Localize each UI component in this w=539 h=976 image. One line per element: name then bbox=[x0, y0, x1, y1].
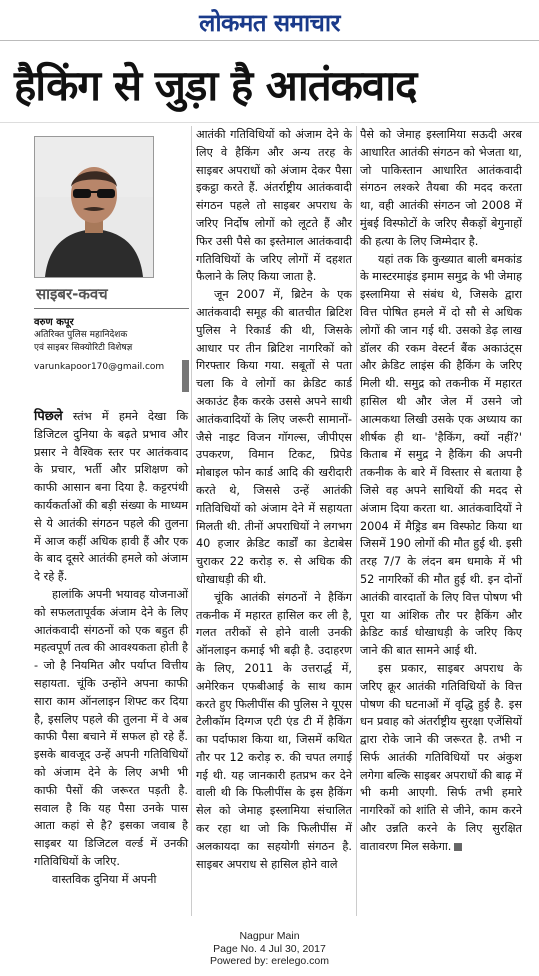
article-end-mark-icon bbox=[454, 843, 462, 851]
drop-lead-word: पिछले bbox=[34, 409, 63, 424]
author-block bbox=[34, 316, 194, 374]
col3-paragraph-1: पैसे को जेमाह इस्लामिया सऊदी अरब आधारित आतंकी संगठन को भेजता था, जो पाकिस्तान आधारित आतंकवादी संगठन लश्करे तैयबा की मदद करता था, वही आतंकी संगठन जो 2008 में मुंबई विस्फोटों के जरिए सैकड़ों बेगुनाहों की हत्या के लिए जिम्मेदार है. bbox=[360, 128, 522, 248]
col2-paragraph-1: आतंकी गतिविधियों को अंजाम देने के लिए वे हैकिंग और अन्य तरह के साइबर अपराधों को अंजाम देकर पैसा इकट्ठा करते हैं. अंतर्राष्ट्रीय आतंकवादी संगठन पहले तो साइबर अपराध के जरिए निर्दोष लोगों को लूटते हैं और फिर उसी पैसे का इस्तेमाल आतंकवादी गतिविधियों के जरिए लोगों में दहशत फैलाने के लिए किया जाता है. bbox=[196, 128, 352, 284]
col2-paragraph-3: चूंकि आतंकी संगठनों ने हैकिंग तकनीक में महारत हासिल कर ली है, गलत तरीकों से होने वाली उनकी ऑनलाइन कमाई भी बढ़ी है. उदाहरण के लिए, 2011 के उत्तरार्द्ध में, अमेरिकन एफबीआई के साथ काम करते हुए फिलीपींस की पुलिस ने यूएस टेलीकॉम दिग्गज एटी एंड टी में हैकिंग का पर्दाफाश किया था, जिसमें कथित तौर पर 12 करोड़ रु. की चपत लगाई गई थी. यह जानकारी हतप्रभ कर देने वाली थी कि फिलीपींस के इस हैकिंग सेल को जेमाह इस्लामिया संचालित कर रहा था जो कि फिलीपींस में अलकायदा का सहयोगी संगठन है. साइबर अपराध से हासिल होने वाले bbox=[196, 590, 352, 871]
column-name-rule bbox=[34, 308, 189, 309]
headline-rule bbox=[0, 122, 539, 123]
masthead-rule bbox=[0, 40, 539, 41]
col1-paragraph-3: वास्तविक दुनिया में अपनी bbox=[52, 872, 157, 886]
col1-paragraph-1 bbox=[34, 408, 188, 586]
footer-page-date: Page No. 4 Jul 30, 2017 bbox=[213, 942, 326, 955]
column-divider-2 bbox=[356, 126, 357, 916]
footer-edition: Nagpur Main bbox=[239, 930, 300, 942]
author-name: वरुण कपूर bbox=[34, 317, 74, 328]
col2-paragraph-2: जून 2007 में, ब्रिटेन के एक आतंकवादी समूह की बातचीत ब्रिटिश पुलिस ने रिकार्ड की थी, जिसके आधार पर तीन ब्रिटिश नागरिकों को गिरफ्तार किया गया. सबूतों से पता चला कि वे लोगों का क्रेडिट कार्ड अकाउंट हैक करके उससे अपने साथी आतंकवादियों के लिए जरूरी सामानों- जैसे नाइट विजन गॉगल्स, जीपीएस उपकरण, विमान टिकट, प्रिपेड मोबाइल फोन कार्ड आदि की खरीदारी करते थे, जिससे उन्हें आतंकी गतिविधियों को अंजाम देने में सहायता मिलती थी. तीनों अपराधियों ने लगभग 40 हजार क्रेडिट कार्डों का डेटाबेस चुराकर 22 करोड़ रु. से अधिक की धोखाधड़ी की थी. bbox=[196, 288, 352, 586]
author-portrait-image bbox=[35, 137, 153, 277]
col3-paragraph-2: यहां तक कि कुख्यात बाली बमकांड के मास्टरमाइंड इमाम समुद्र के भी जेमाह इस्लामिया से संबंध थे, जिसके द्वारा वित्त पोषित हमले में दो सौ से अधिक लोगों की जान गई थी. उसको डेढ़ लाख डॉलर की रकम वेस्टर्न बैंक अकाउंट्स और क्रेडिट लाइंस की हैकिंग के जरिए मिली थी. समुद्र को तकनीक में महारत हासिल थी और जेल में उसने जो आत्मकथा लिखी उसके एक अध्याय का शीर्षक ही था- 'हैकिंग, क्यों नहीं?' किताब में समुद्र ने हैकिंग की अपनी तकनीक के बारे में विस्तार से बताया है जिसे वह अपने साथियों की मदद से अंजाम दिया करता था. आतंकवादियों ने 2004 में मैड्रिड बम विस्फोट किया था जिसमें 190 लोगों की मौत हुई थी. इसी तरह 7/7 के लंदन बम धमाके में भी 52 नागरिकों की मौत हुई थी. इन दोनों आतंकी वारदातों के लिए वित्त पोषण भी पूरा या आंशिक तौर पर हैकिंग और क्रेडिट कार्ड धोखाधड़ी के जरिए किए जाने की बात सामने आई थी. bbox=[360, 252, 522, 658]
author-photo bbox=[34, 136, 154, 278]
author-email-link[interactable]: varunkapoor170@gmail.com bbox=[34, 362, 165, 372]
author-accent-bar bbox=[182, 360, 189, 392]
col1-paragraph-1-text: स्तंभ में हमने देखा कि डिजिटल दुनिया के बढ़ते प्रभाव और प्रसार ने वैश्विक स्तर पर आतंकवाद के प्रचार, भर्ती और प्रशिक्षण को काफी आसान बना दिया है. कट्टरपंथी कार्यकर्ताओं की बड़ी संख्या के माध्यम से ये आतंकी संगठन पहले की तुलना में आज कहीं अधिक हावी हैं और एक के बाद दूसरे आतंकी हमले को अंजाम दे रहे हैं. bbox=[34, 410, 189, 584]
article-headline: हैकिंग से जुड़ा है आतंकवाद bbox=[14, 61, 417, 110]
article-column-1 bbox=[34, 408, 188, 889]
masthead bbox=[0, 0, 539, 44]
footer-powered-by-link[interactable]: Powered by: erelego.com bbox=[209, 955, 330, 967]
author-designation-2: एवं साइबर सिक्योरिटी विशेषज्ञ bbox=[34, 343, 133, 353]
newspaper-logo[interactable]: लोकमत समाचार bbox=[199, 8, 340, 37]
column-name: साइबर-कवच bbox=[36, 285, 108, 303]
article-column-2 bbox=[196, 126, 352, 873]
article-column-3 bbox=[360, 126, 522, 856]
col3-paragraph-3 bbox=[360, 660, 522, 856]
column-divider-1 bbox=[191, 126, 192, 916]
col1-paragraph-2: हालांकि अपनी भयावह योजनाओं को सफलतापूर्वक अंजाम देने के लिए आतंकवादी संगठनों को एक बहुत ही महत्वपूर्ण तत्व की आवश्यकता होती है - जो है नियमित और पर्याप्त वित्तीय सहायता. चूंकि उन्होंने अपना काफी सारा काम ऑनलाइन शिफ्ट कर दिया है, इसलिए पहले की तुलना में वे अब काफी पैसा बचाने में सफल हो रहे हैं. इसके बावजूद उन्हें अपनी गतिविधियों को अंजाम देने के लिए अभी भी काफी पैसों की जरूरत पड़ती है. सवाल है कि यह पैसा उनके पास आता कहां से है? इसका जवाब है साइबर या डिजिटल वर्ल्ड में उनकी गतिविधियों के जरिए. bbox=[34, 587, 188, 868]
author-designation-1: अतिरिक्त पुलिस महानिदेशक bbox=[34, 330, 128, 340]
page-footer bbox=[0, 930, 539, 968]
col3-paragraph-3-text: इस प्रकार, साइबर अपराध के जरिए क्रूर आतंकी गतिविधियों के वित्त पोषण की घटनाओं में वृद्धि हुई है. इस धन प्रवाह को अंतर्राष्ट्रीय सुरक्षा एजेंसियों द्वारा रोके जाने की जरूरत है. तभी न सिर्फ आतंकी गतिविधियों पर अंकुश लगेगा बल्कि साइबर अपराधों की बाढ़ में भी कमी आएगी. सिर्फ तभी हमारे नागरिकों को शांति से जीने, काम करने और उन्नति करने के लिए सुरक्षित वातावरण मिल सकेगा. bbox=[360, 661, 522, 853]
